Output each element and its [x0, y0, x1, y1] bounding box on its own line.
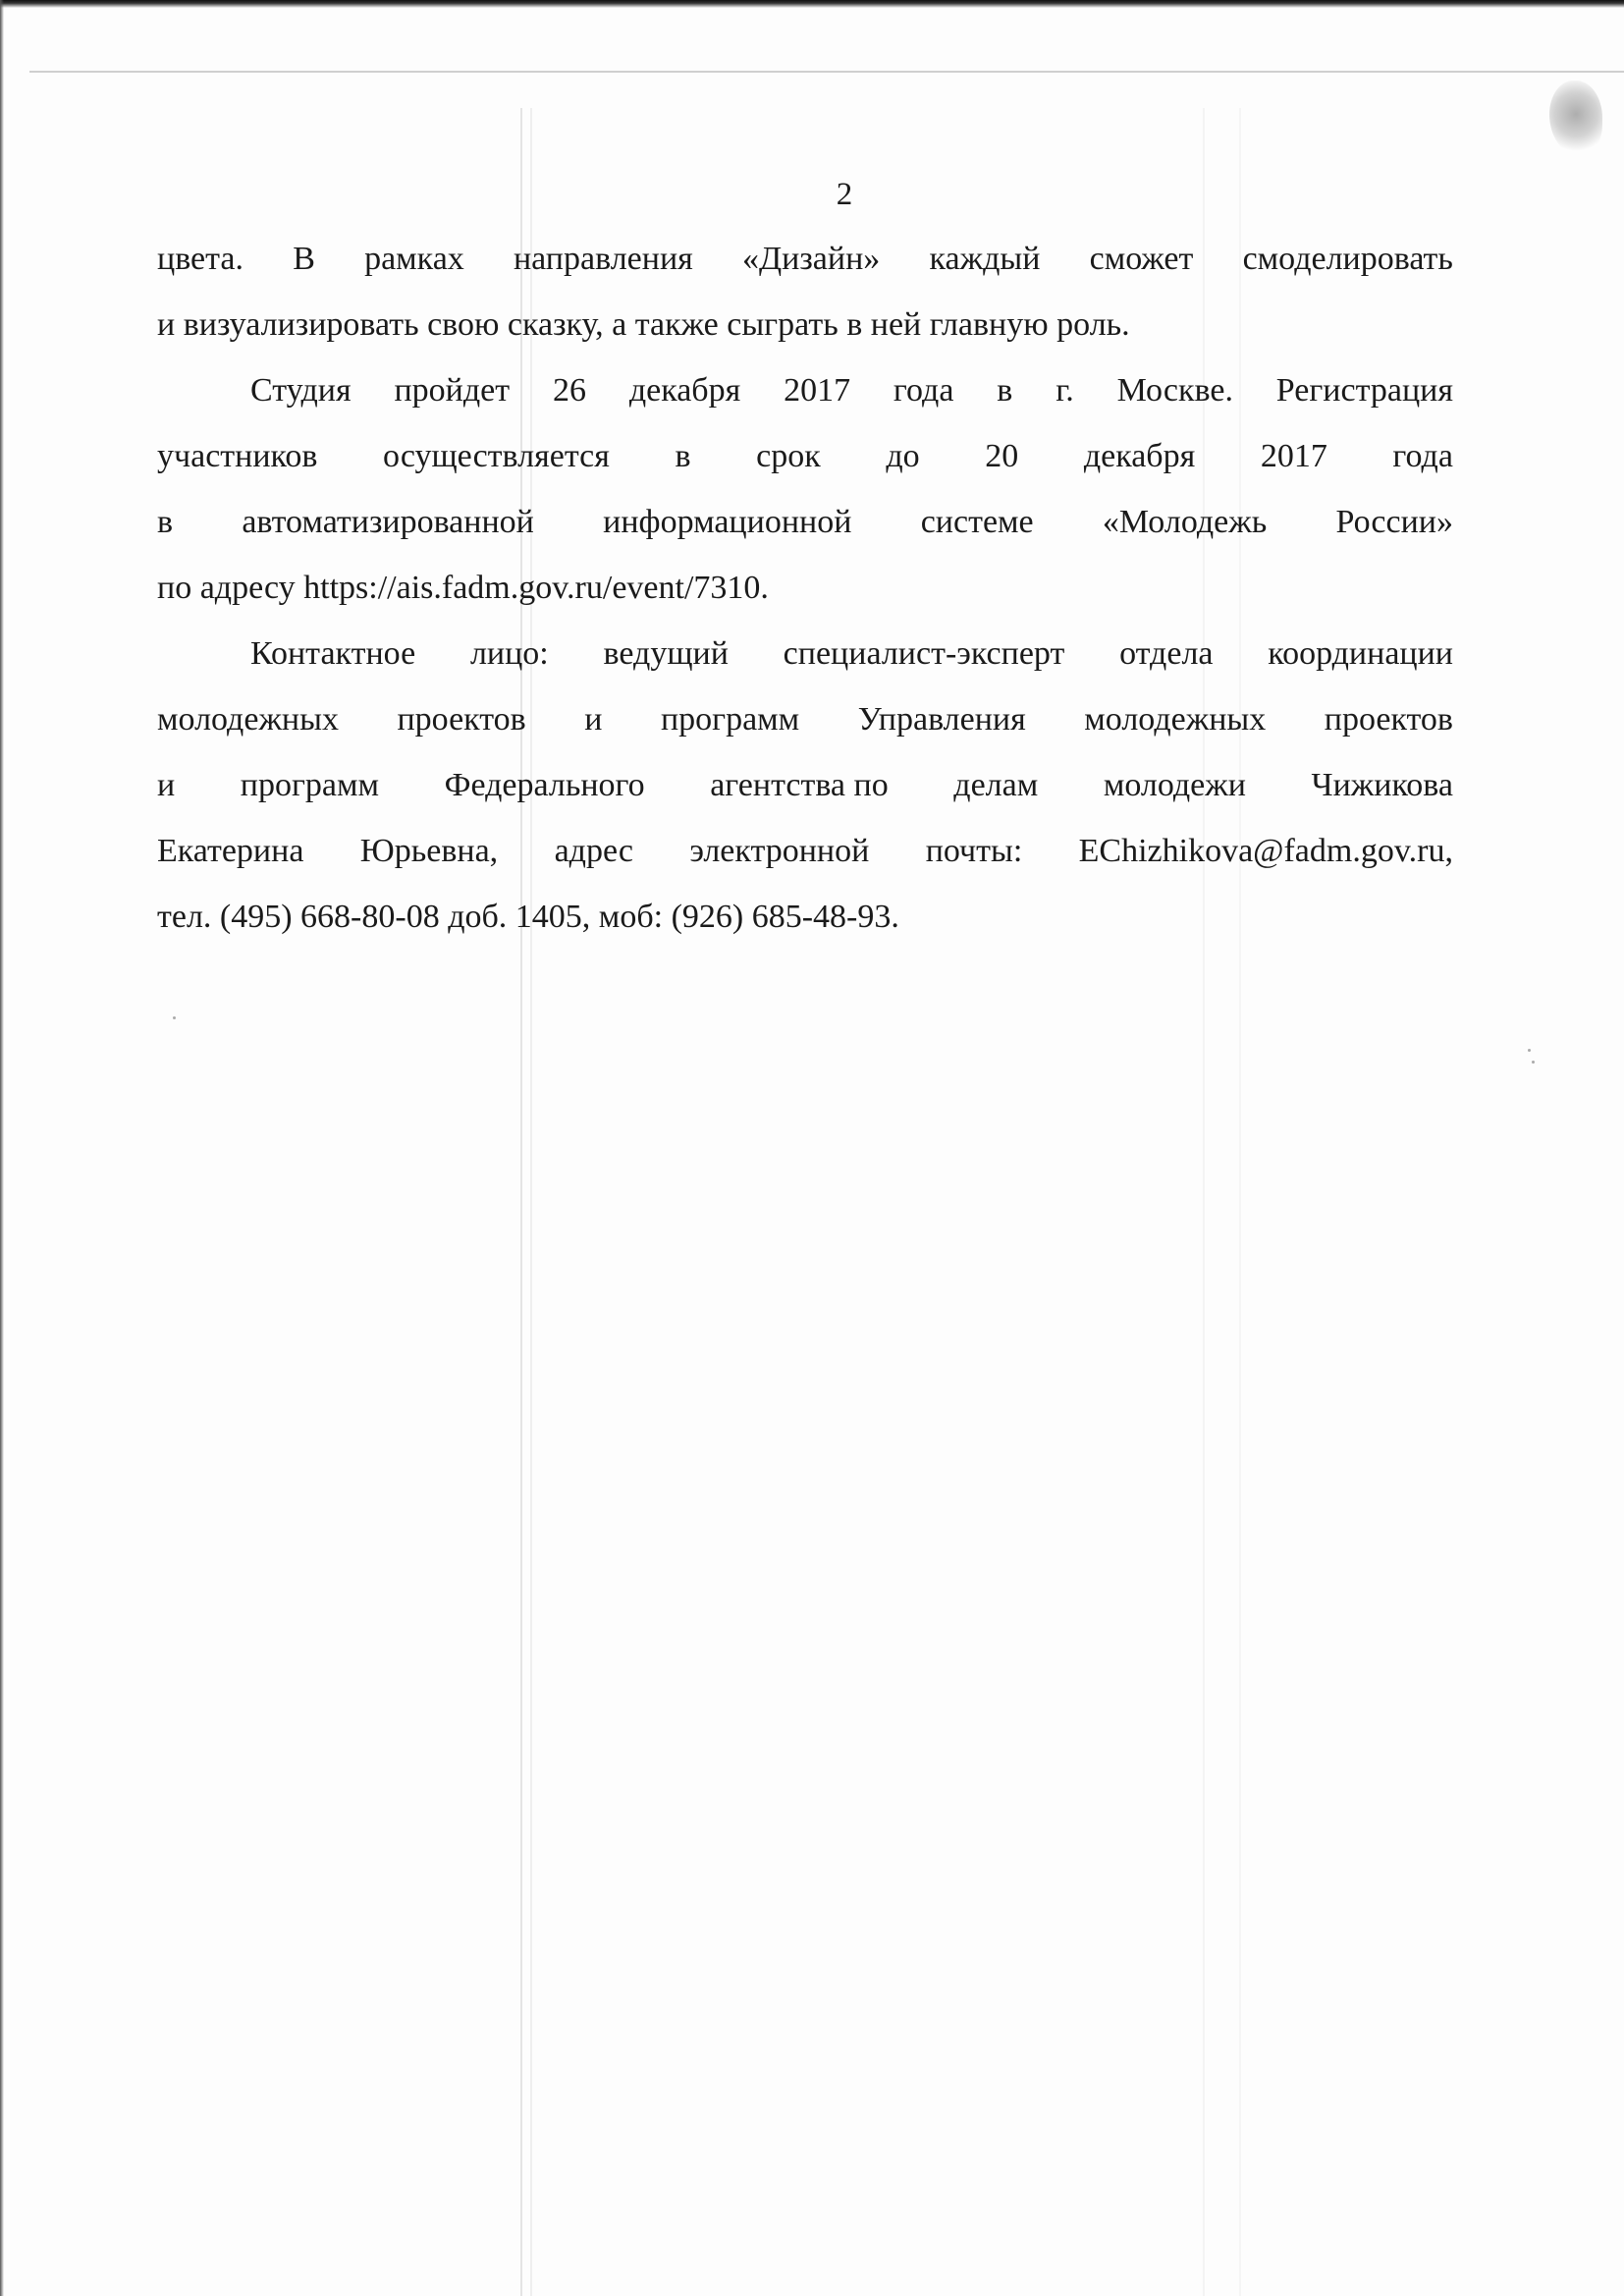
document-body	[157, 226, 1453, 950]
scan-speck	[173, 1016, 176, 1019]
word: автоматизированной	[242, 504, 534, 540]
word: Студия	[250, 372, 352, 409]
word: каждый	[929, 241, 1041, 277]
word: до	[886, 438, 920, 474]
word: Юрьевна,	[359, 833, 499, 869]
word: осуществляется	[382, 438, 610, 474]
word: проектов	[397, 701, 526, 738]
word: в	[997, 372, 1013, 409]
scan-left-edge	[0, 0, 4, 2296]
paragraph-registration	[157, 357, 1453, 621]
word: участников	[157, 438, 318, 474]
page-number: 2	[836, 177, 853, 212]
word: декабря	[628, 372, 741, 409]
text-line	[157, 292, 1453, 357]
word: В	[293, 241, 315, 277]
word: Екатерина	[157, 833, 304, 869]
word: адрес	[554, 833, 633, 869]
line-text: и визуализировать свою сказку, а также сыграть в ней главную роль.	[157, 306, 1130, 343]
word: 2017	[1260, 438, 1327, 474]
word: срок	[756, 438, 821, 474]
registration-link-text: по адресу https://ais.fadm.gov.ru/event/7310.	[157, 570, 769, 606]
word: и	[157, 767, 176, 803]
text-line	[157, 357, 1453, 423]
word: 20	[985, 438, 1019, 474]
word: Контактное	[250, 635, 416, 672]
word: координации	[1268, 635, 1453, 672]
word: года	[1392, 438, 1453, 474]
word: программ	[240, 767, 380, 803]
word: 2017	[784, 372, 851, 409]
word: отдела	[1119, 635, 1214, 672]
scan-smudge	[1549, 81, 1602, 155]
word: «Дизайн»	[741, 241, 881, 277]
text-line	[157, 423, 1453, 489]
text-line	[157, 226, 1453, 292]
word: смоделировать	[1242, 241, 1453, 277]
word: России»	[1335, 504, 1453, 540]
word: ведущий	[603, 635, 729, 672]
scan-speck	[1532, 1061, 1535, 1064]
word: системе	[920, 504, 1034, 540]
word: рамках	[364, 241, 464, 277]
word: Управления	[857, 701, 1026, 738]
word: молодежных	[1084, 701, 1267, 738]
word: 26	[552, 372, 586, 409]
word: в	[157, 504, 174, 540]
word: и	[584, 701, 603, 738]
word: программ	[660, 701, 800, 738]
contact-phones: тел. (495) 668-80-08 доб. 1405, моб: (926) 685-48-93.	[157, 899, 899, 935]
text-line	[157, 686, 1453, 752]
word: пройдет	[394, 372, 511, 409]
scan-fold-line	[29, 71, 1624, 73]
word: молодежи	[1103, 767, 1246, 803]
word: направления	[513, 241, 693, 277]
text-line	[157, 884, 1453, 950]
word: г.	[1056, 372, 1074, 409]
word: цвета.	[157, 241, 244, 277]
scan-edge-shadow	[0, 0, 1624, 8]
contact-email: EChizhikova@fadm.gov.ru,	[1078, 833, 1453, 869]
paragraph-program	[157, 226, 1453, 357]
word: «Молодежь	[1102, 504, 1268, 540]
paragraph-contact	[157, 621, 1453, 950]
word: делам	[953, 767, 1039, 803]
word: Москве.	[1116, 372, 1233, 409]
word: Чижикова	[1311, 767, 1453, 803]
word: молодежных	[157, 701, 339, 738]
word: электронной	[689, 833, 870, 869]
word: информационной	[603, 504, 852, 540]
text-line	[157, 752, 1453, 818]
word: проектов	[1324, 701, 1453, 738]
word: Регистрация	[1275, 372, 1453, 409]
text-line	[157, 489, 1453, 555]
word: специалист-эксперт	[783, 635, 1065, 672]
text-line	[157, 555, 1453, 621]
word: лицо:	[469, 635, 549, 672]
text-line	[157, 621, 1453, 686]
word: в	[675, 438, 691, 474]
word: Федерального	[444, 767, 645, 803]
word: агентства по	[710, 767, 889, 803]
word: почты:	[925, 833, 1023, 869]
word: сможет	[1089, 241, 1194, 277]
word: декабря	[1083, 438, 1196, 474]
scan-speck	[1528, 1049, 1531, 1052]
word: года	[893, 372, 954, 409]
text-line	[157, 818, 1453, 884]
